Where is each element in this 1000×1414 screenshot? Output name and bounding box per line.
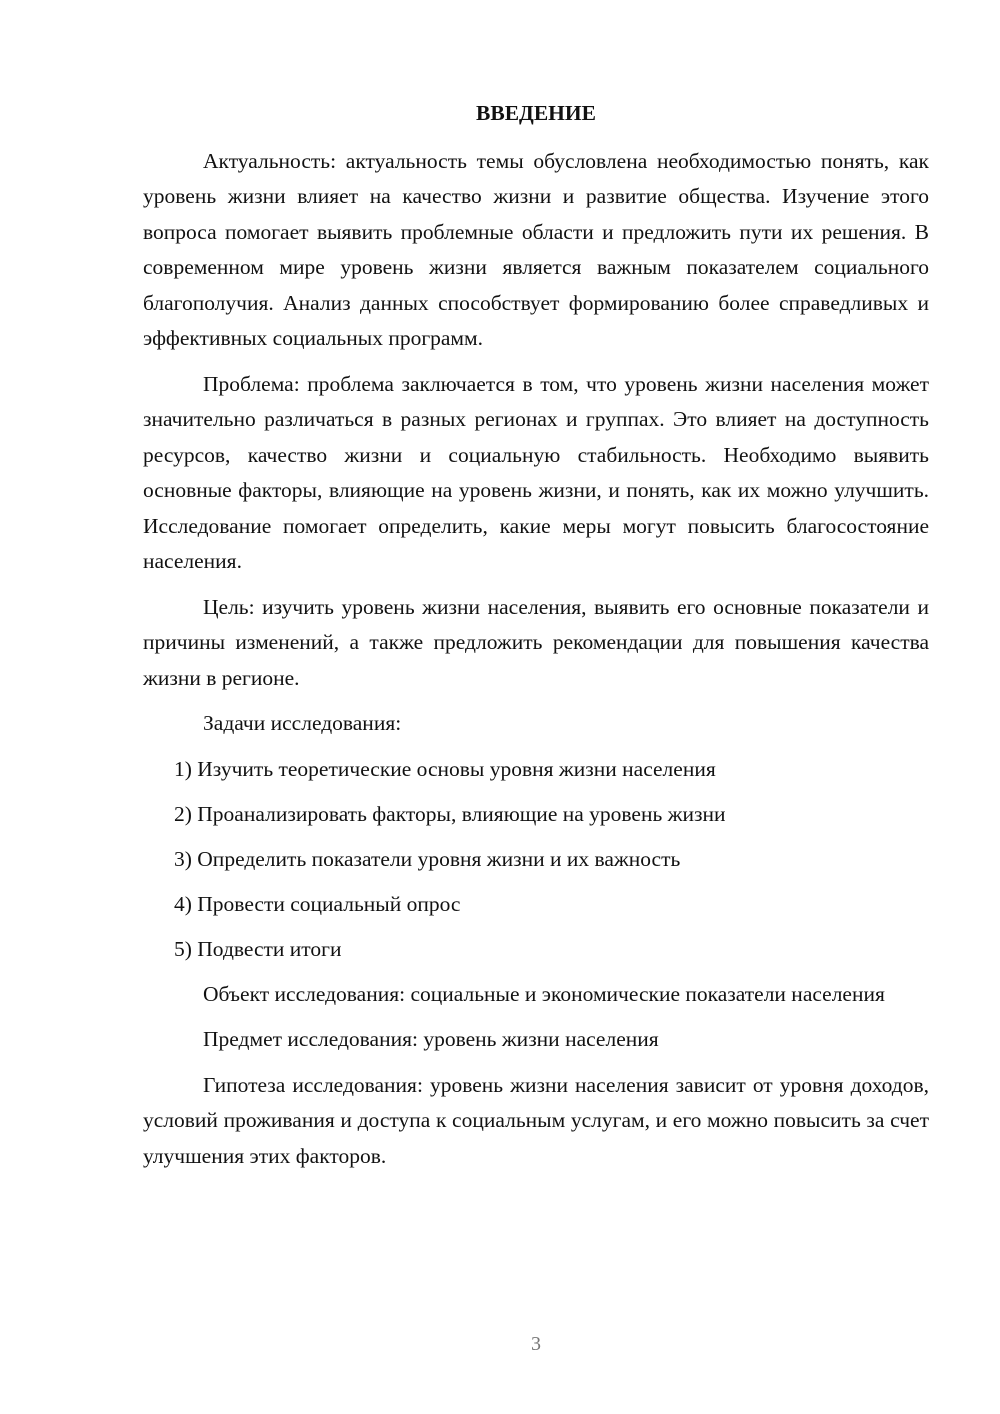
object-paragraph: Объект исследования: социальные и экономические показатели населения <box>203 981 885 1006</box>
relevance-paragraph: Актуальность: актуальность темы обусловлена необходимостью понять, как уровень жизни влияет на качество жизни и развитие общества. Изучение этого вопроса помогает выявить проблемные области и предложить пути их решения. В современном мире уровень жизни является важным показателем социального благополучия. Анализ данных способствует формированию более справедливых и эффективных социальных программ. <box>143 148 929 350</box>
page-title: ВВЕДЕНИЕ <box>476 101 596 125</box>
goal-paragraph: Цель: изучить уровень жизни населения, выявить его основные показатели и причины изменений, а также предложить рекомендации для повышения качества жизни в регионе. <box>143 594 929 690</box>
task-item: 2) Проанализировать факторы, влияющие на уровень жизни <box>174 801 726 826</box>
task-item: 3) Определить показатели уровня жизни и их важность <box>174 846 681 871</box>
hypothesis-paragraph: Гипотеза исследования: уровень жизни населения зависит от уровня доходов, условий проживания и доступа к социальным услугам, и его можно повысить за счет улучшения этих факторов. <box>143 1072 929 1168</box>
problem-paragraph: Проблема: проблема заключается в том, что уровень жизни населения может значительно различаться в разных регионах и группах. Это влияет на доступность ресурсов, качество жизни и социальную стабильность. Необходимо выявить основные факторы, влияющие на уровень жизни, и понять, как их можно улучшить. Исследование помогает определить, какие меры могут повысить благосостояние населения. <box>143 371 929 573</box>
tasks-heading: Задачи исследования: <box>203 711 402 735</box>
tasks-list <box>143 752 929 968</box>
task-item: 1) Изучить теоретические основы уровня жизни населения <box>174 756 716 781</box>
task-item: 4) Провести социальный опрос <box>174 891 461 916</box>
page-number: 3 <box>531 1333 541 1355</box>
subject-paragraph: Предмет исследования: уровень жизни населения <box>203 1027 659 1051</box>
task-item: 5) Подвести итоги <box>174 936 342 961</box>
document-body <box>143 96 929 1184</box>
